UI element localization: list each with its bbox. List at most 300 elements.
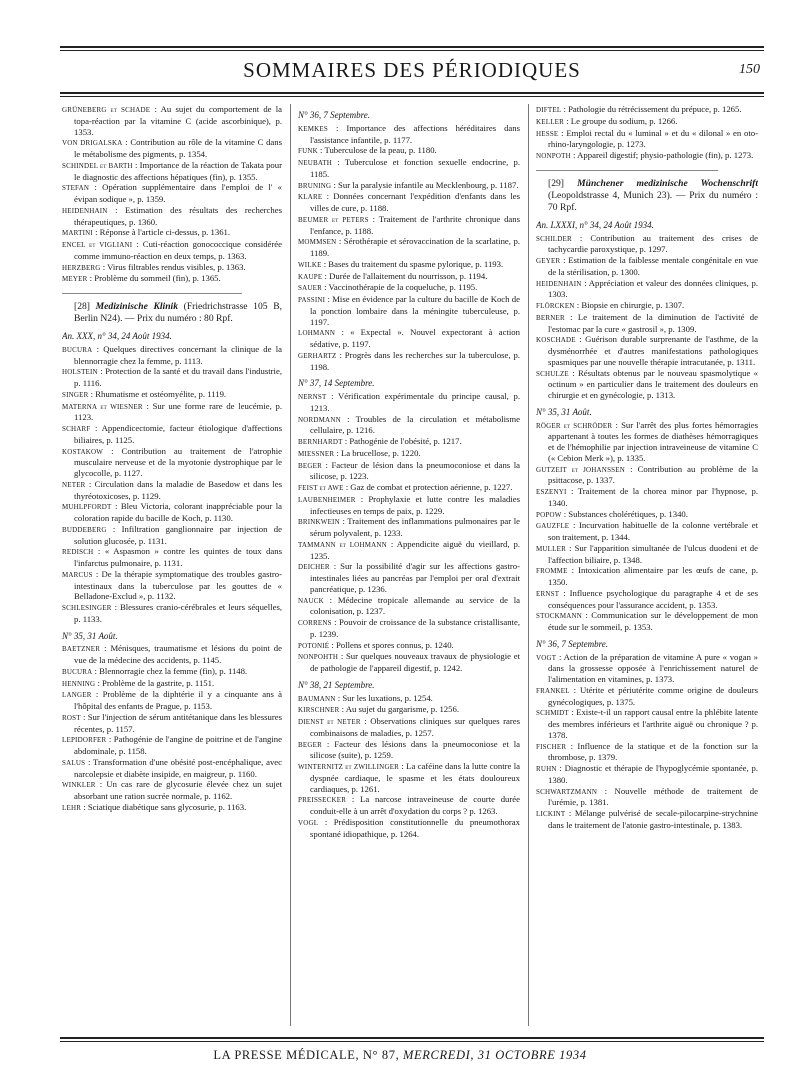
abstract-entry [62,689,282,712]
entry-author: MARTINI [62,229,93,238]
entry-author: POTONIÉ [298,641,330,650]
abstract-entry [62,569,282,602]
abstract-entry [62,602,282,625]
entry-text: : Appendicite aiguë du vieillard, p. 1235. [310,538,520,561]
abstract-entry [298,539,520,562]
entry-text: : Pathologie du rétrécissement du prépuce, p. 1265. [563,104,742,114]
entry-author: BAUMANN [298,694,336,703]
entry-author: HERZBERG [62,263,101,272]
abstract-entry [536,334,758,367]
abstract-entry [298,236,520,259]
entry-author: KAUPE [298,272,323,281]
abstract-entry [536,233,758,256]
entry-author: MIESSNER [298,449,335,458]
entry-author: BERNHARDT [298,438,343,446]
entry-author: FUNK [298,147,318,156]
header-top-rule [60,46,764,51]
entry-text: : Au sujet du gargarisme, p. 1256. [341,704,460,715]
abstract-entry [536,128,758,151]
entry-text: : Pollens et spores connus, p. 1240. [331,639,454,650]
entry-text: : Nouvelle méthode de traitement de l'urémie, p. 1381. [548,785,758,808]
entry-author: BUDDEBERG [62,525,107,534]
entry-text: : Virus filtrables rendus visibles, p. 1363. [102,261,246,272]
entry-author: NONPOHTH [298,653,339,662]
journal-heading [536,178,758,214]
entry-text: : Sur l'apparition simultanée de l'ulcus duodeni et de l'affection biliaire, p. 1348. [548,542,758,565]
entry-author: RUHN [536,765,557,773]
entry-text: : Observations cliniques sur quelques rares combinaisons de maladies, p. 1257. [310,716,520,738]
abstract-entry [298,259,520,271]
entry-text: : Sciatique diabétique sans glycosurie, p. 1163. [83,801,247,812]
column-divider [528,104,529,1026]
abstract-entry [536,808,758,831]
entry-text: : Sur l'arrêt des plus fortes hémorragies appartenant à toutes les formes de diathèses hémorragiques et de l'hémophilie par injection intraveineuse de vitamine C (« Cebion Merk »), p. 1335. [548,419,758,463]
entry-text: : Appréciation et valeur des données cliniques, p. 1303. [548,277,758,300]
entry-text: : Vérification expérimentale du principe causal, p. 1213. [310,391,520,413]
entry-text: : Troubles de la circulation et métabolisme cellulaire, p. 1216. [310,413,520,436]
abstract-entry [62,446,282,479]
footer-day: MERCREDI, [403,1048,475,1062]
abstract-entry [536,543,758,566]
entry-author: MUHLPFORDT [62,503,112,512]
entry-text: : Au sujet du comportement de la topa-réaction par la vitamine C (acide ascorbinique), p. 1353. [74,104,282,137]
entry-text: : La narcose intraveineuse de courte durée conduit-elle à un arrêt d'oxydation du corps ? p. 1263. [310,794,520,816]
abstract-entry [298,214,520,237]
entry-author: STEFAN [62,184,90,193]
section-separator [62,293,242,294]
issue-heading: N° 36, 7 Septembre. [536,638,609,649]
abstract-entry [536,741,758,764]
entry-text: : De la thérapie symptomatique des troubles gastro-intestinaux dans la tuberculose par les gouttes de « Belladone-Exclud », p. 1132. [74,568,282,602]
entry-text: : Importance de la réaction de Takata pour le diagnostic des affections hépatiques (fin), p. 1355. [74,159,282,182]
footer-date: 31 OCTOBRE 1934 [477,1048,587,1062]
entry-author: SCHMIDT [536,709,569,718]
page-footer [100,1048,700,1063]
entry-text: : Utérite et périutérite comme origine de douleurs gynécologiques, p. 1375. [548,684,758,707]
abstract-entry [62,423,282,446]
entry-author: SCHLESINGER [62,604,112,612]
abstract-entry [536,300,758,312]
entry-text: : Estimation de la faiblesse mentale congénitale en vue de la stérilisation, p. 1300. [548,255,758,277]
abstract-entry [298,157,520,180]
entry-author: BAETZNER [62,645,101,654]
entry-author: RÖGER et SCHRÖDER [536,421,613,430]
abstract-entry [536,368,758,401]
issue-heading: An. XXX, n° 34, 24 Août 1934. [62,331,172,341]
journal-number: [28] [74,301,90,312]
abstract-entry [62,273,282,285]
abstract-entry [298,191,520,214]
abstract-entry [298,327,520,350]
entry-text: : Sur la possibilité d'agir sur les affections gastro-intestinales liées au pancréas par l'emploi per oral d'extrait pancréatique, p. 1236. [310,561,520,594]
entry-text: : Guérison durable surprenante de l'asthme, de la dysménorrhée et d'autres manifestations pathologiques spasmiques par une nouvelle thérapie intracutanée, p. 1311. [548,334,758,367]
entry-author: MULLER [536,544,566,553]
column-left [62,104,282,1034]
abstract-entry [536,610,758,633]
entry-author: HESSE [536,129,559,138]
entry-author: SALUS [62,758,86,767]
entry-author: VOGT [536,653,557,662]
abstract-entry [536,104,758,116]
entry-text: : Progrès dans les recherches sur la tuberculose, p. 1198. [310,349,520,372]
entry-author: LICKINT [536,810,566,818]
entry-text: : Importance des affections héréditaires dans l'assistance infantile, p. 1177. [310,122,520,145]
entry-text: : Pathogénie de l'obésité, p. 1217. [344,436,462,446]
abstract-entry [62,104,282,137]
abstract-entry [298,704,520,716]
column-divider [290,104,291,1026]
entry-author: FLÖRCKEN [536,302,575,310]
abstract-entry [298,693,520,705]
abstract-entry [536,278,758,301]
entry-text: : Sur la paralysie infantile au Mecklenbourg, p. 1187. [333,179,519,190]
abstract-entry [298,145,520,157]
abstract-entry [536,588,758,611]
abstract-entry [62,239,282,262]
abstract-entry [298,595,520,618]
entry-text: : Pouvoir de croissance de la substance cristallisante, p. 1239. [310,617,520,639]
entry-author: ESZENYI [536,488,567,496]
entry-author: FEIST et AWE [298,484,344,492]
abstract-entry [62,757,282,780]
abstract-entry [62,366,282,389]
entry-author: BRUNING [298,181,332,190]
entry-author: SAUER [298,284,322,293]
issue-heading: N° 35, 31 Août. [62,630,118,641]
entry-text: : Traitement de la chorea minor par l'hypnose, p. 1340. [548,486,758,508]
entry-author: HEIDENHAIN [536,279,582,288]
entry-author: MOMMSEN [298,238,337,247]
entry-text: : Le traitement de la diminution de l'activité de l'estomac par la cure « gastrosil », p. 1309. [548,311,758,334]
page-title: SOMMAIRES DES PÉRIODIQUES [243,58,581,82]
column-middle [298,104,520,1034]
abstract-entry [298,640,520,652]
journal-heading [62,301,282,325]
entry-text: : Circulation dans la maladie de Basedow et dans les thyréotoxicoses, p. 1129. [74,478,282,501]
entry-author: CORRENS [298,619,332,627]
entry-author: NORDMANN [298,415,341,424]
entry-text: : Mélange pulvérisé de secale-pilocarpine-strychnine dans le traitement de l'atonie gastro-intestinale, p. 1383. [548,808,758,830]
entry-text: : Action de la préparation de vitamine A pure « vogan » dans la grossesse opposée à l'enrichissement naturel de l'alimentation en vitamines, p. 1373. [548,651,758,684]
page-number: 150 [739,62,760,77]
abstract-entry [536,486,758,509]
issue-heading: N° 35, 31 Août. [536,406,592,417]
abstract-entry [298,817,520,840]
entry-text: : La brucellose, p. 1220. [336,447,421,458]
journal-number: [29] [548,177,564,189]
entry-text: : Mise en évidence par la culture du bacille de Koch de la ponction lombaire dans la méningite tuberculeuse, p. 1197. [310,294,520,327]
abstract-entry [62,524,282,547]
entry-author: LOHMANN [298,329,336,338]
abstract-entry [536,255,758,278]
abstract-entry [298,794,520,817]
entry-author: HEIDENHAIN [62,206,108,215]
abstract-entry [62,160,282,183]
entry-text: : Appareil digestif; physio-pathologie (fin), p. 1273. [573,150,754,160]
abstract-entry [62,389,282,401]
entry-author: HOLSTEIN [62,368,98,377]
abstract-entry [62,643,282,666]
entry-text: : Réponse à l'article ci-dessus, p. 1361. [95,227,231,238]
entry-text: : Transformation d'une obésité post-encéphalique, avec narcolepsie et diabète insipide, en maigreur, p. 1160. [74,756,282,779]
entry-text: : Problème du sommeil (fin), p. 1365. [89,273,221,284]
entry-text: : Le groupe du sodium, p. 1266. [566,115,678,126]
header-bottom-rule [60,92,764,97]
abstract-entry [298,271,520,283]
entry-author: MARCUS [62,570,93,579]
abstract-entry [62,546,282,569]
entry-author: ERNST [536,589,560,598]
entry-text: : Protection de la santé et du travail dans l'industrie, p. 1116. [74,366,282,388]
entry-author: KOSCHADE [536,336,576,345]
entry-text: : Contribution au traitement des crises de tachycardie paroxystique, p. 1297. [548,232,758,255]
abstract-entry [298,436,520,448]
entry-text: : Prophylaxie et lutte contre les maladies infectieuses en temps de paix, p. 1229. [310,493,520,516]
abstract-entry [298,414,520,437]
entry-text: : Incurvation habituelle de la colonne vertébrale et son traitement, p. 1344. [548,520,758,542]
abstract-entry [536,150,758,162]
entry-author: BEGER [298,740,322,749]
entry-author: PASSINI [298,296,326,304]
abstract-entry [298,739,520,762]
abstract-entry [298,460,520,483]
abstract-entry [62,227,282,239]
entry-text: : « Aspasmon » contre les quintes de toux dans l'infarctus pulmonaire, p. 1131. [74,546,282,568]
entry-author: ROST [62,713,81,722]
issue-heading: N° 37, 14 Septembre. [298,378,375,389]
abstract-entry [62,344,282,367]
entry-author: FISCHER [536,742,567,751]
entry-author: MEYER [62,275,88,284]
entry-text: : Prédisposition constitutionnelle du pneumothorax spontané idiopathique, p. 1264. [310,816,520,839]
entry-text: : Durée de l'allaitement du nourrisson, p. 1194. [324,270,488,281]
abstract-entry [62,734,282,757]
abstract-entry [62,137,282,160]
entry-author: KLARE [298,193,323,202]
abstract-entry [298,180,520,192]
abstract-entry [298,294,520,327]
entry-author: FRANKEL [536,686,570,695]
entry-text: : Blennorragie chez la femme (fin), p. 1148. [94,665,248,676]
entry-author: SCHULZE [536,369,569,378]
abstract-entry [298,123,520,146]
abstract-entry [536,116,758,128]
abstract-entry [536,685,758,708]
entry-author: KEMKES [298,124,328,133]
entry-author: LEPIDORFER [62,736,107,745]
entry-text: : Estimation des résultats des recherches thérapeutiques, p. 1360. [74,204,282,227]
journal-name: Münchener medizinische Wochenschrift [577,177,758,189]
abstract-entry [62,501,282,524]
abstract-entry [298,282,520,294]
entry-text: : Sérothérapie et sérovaccination de la scarlatine, p. 1189. [310,236,520,258]
entry-text: : Pathogénie de l'angine de poitrine et de l'angine abdominale, p. 1158. [74,734,282,756]
entry-text: : Bleu Victoria, colorant inappréciable pour la coloration rapide du bacille de Koch, p. 1130. [74,501,282,523]
entry-text: : Un cas rare de glycosurie élevée chez un sujet absorbant une ration sucrée normale, p. 1162. [74,779,282,801]
issue-heading: N° 36, 7 Septembre. [298,110,371,120]
journal-details: (Leopoldstrasse 4, Munich 23). — Prix du numéro : 70 Rpf. [548,189,758,213]
column-right [536,104,758,1034]
entry-author: GAUZFLE [536,522,570,531]
entry-author: HENNING [62,679,96,688]
entry-author: STOCKMANN [536,612,583,621]
abstract-entry [536,520,758,543]
entry-text: : Données concernant l'expédition d'enfants dans les villes de cure, p. 1188. [310,191,520,213]
entry-author: SCHWARTZMANN [536,787,598,796]
entry-author: BEUMER et PETERS [298,215,369,224]
entry-text: : Intoxication alimentaire par les œufs de cane, p. 1350. [548,565,758,587]
entry-text: : « Expectal ». Nouvel expectorant à action sédative, p. 1197. [310,327,520,349]
abstract-entry [298,494,520,517]
abstract-entry [298,448,520,460]
page-header [60,56,764,86]
abstract-entry [62,802,282,814]
entry-author: WINTERNITZ et ZWILLINGER [298,763,400,771]
abstract-entry [62,205,282,228]
entry-author: REDISCH [62,548,94,557]
entry-author: BERNER [536,313,565,322]
abstract-entry [536,763,758,786]
abstract-entry [298,350,520,373]
entry-author: NONPOTH [536,152,571,160]
entry-text: : Biopsie en chirurgie, p. 1307. [576,300,685,310]
abstract-entry [298,716,520,739]
abstract-entry [536,420,758,464]
entry-text: : Ménisques, traumatisme et lésions du point de vue de la médecine des accidents, p. 1145. [74,643,282,665]
entry-text: : Sur les luxations, p. 1254. [337,692,433,703]
entry-author: SCHINDEL et BARTH [62,161,133,170]
abstract-entry [62,712,282,735]
issue-heading: An. LXXXI, n° 34, 24 Août 1934. [536,219,654,230]
entry-text: : La caféine dans la lutte contre la dyspnée cardiaque, le spasme et les états douloureux cardiaques, p. 1261. [310,761,520,794]
entry-author: BEGER [298,461,322,470]
entry-text: : Quelques directives concernant la clinique de la blennorragie chez la femme, p. 1113. [74,343,282,366]
entry-text: : Sur quelques nouveaux travaux de physiologie et de pathologie de l'appareil digestif, p. 1242. [310,651,520,673]
entry-author: KIRSCHNER [298,706,340,715]
abstract-entry [536,464,758,487]
abstract-entry [62,779,282,802]
entry-author: PREISSECKER [298,796,347,805]
entry-text: : Facteur de lésion dans la pneumoconiose et dans la silicose, p. 1223. [310,459,520,482]
entry-text: : Facteur des lésions dans la pneumoconiose et la silicose (suite), p. 1259. [310,738,520,761]
entry-text: : Problème de la gastrite, p. 1151. [97,677,215,688]
entry-author: BRINKWEIN [298,518,340,527]
abstract-entry [536,565,758,588]
entry-text: : Substances cholérétiques, p. 1340. [563,508,688,519]
entry-text: : Influence psychologique du paragraphe 4 et de ses conséquences pour l'assurance accident, p. 1353. [548,587,758,610]
entry-author: DIENST et NETER [298,718,361,726]
entry-author: ENCEL et VIGLIANI [62,241,133,249]
entry-text: : Diagnostic et thérapie de l'hypoglycémie spontanée, p. 1380. [548,763,758,785]
entry-author: VOGL [298,818,319,827]
entry-author: SCHILDER [536,234,572,243]
entry-author: KELLER [536,117,565,126]
abstract-entry [62,666,282,678]
entry-author: WILKE [298,260,322,269]
entry-text: : Opération supplémentaire dans l'emploi de l' « évipan sodique », p. 1359. [74,182,282,204]
entry-text: : Infiltration ganglionnaire par injection de solution glucosée, p. 1131. [74,523,282,546]
entry-author: LANGER [62,691,92,700]
entry-author: LEHR [62,803,82,812]
abstract-entry [536,652,758,685]
abstract-entry [298,391,520,414]
entry-text: : Cuti-réaction gonococcique considérée comme immuno-réaction en deux temps, p. 1363. [74,239,282,261]
entry-text: : Emploi rectal du « luminal » et du « dilonal » en oto-rhino-laryngologie, p. 1273. [548,127,758,150]
abstract-entry [62,262,282,274]
entry-author: SCHARF [62,425,91,433]
entry-text: : Médecine tropicale allemande au service de la colonisation, p. 1237. [310,594,520,617]
entry-author: NEUBATH [298,159,333,167]
entry-text: : Vaccinothérapie de la coqueluche, p. 1195. [324,282,478,293]
entry-text: : Problème de la diphtérie il y a cinquante ans à l'hôpital des enfants de Prague, p. 1153. [74,689,282,711]
abstract-entry [536,707,758,740]
entry-text: : Sur une forme rare de leucémie, p. 1123. [74,400,282,423]
abstract-entry [62,479,282,502]
section-separator [536,170,718,171]
entry-author: POPOW [536,510,562,519]
entry-text: : Rhumatisme et ostéomyélite, p. 1119. [90,388,227,399]
entry-text: : Contribution au problème de la psittacose, p. 1337. [548,463,758,486]
journal-details: (Friedrichstrasse 105 B, Berlin N24). — Prix du numéro : 80 Rpf. [74,301,282,324]
abstract-entry [298,561,520,594]
entry-text: : Traitement des inflammations pulmonaires par le sérum polyvalent, p. 1233. [310,516,520,538]
entry-author: MATERNA et WIESNER [62,402,143,411]
entry-text: : Influence de la statique et de la fonction sur la thrombose, p. 1379. [548,740,758,763]
entry-text: : Bases du traitement du spasme pylorique, p. 1193. [323,258,504,269]
entry-text: : Résultats obtenus par le nouveau spasmolytique « octinum » en particulier dans le traitement des douleurs en chirurgie et en gynécologie, p. 1313. [548,367,758,400]
abstract-entry [62,182,282,205]
entry-author: BUCURA [62,345,93,354]
entry-author: GUTZEIT et JOHANSSEN [536,465,625,474]
abstract-entry [298,482,520,494]
entry-author: KOSTAKOW [62,447,104,456]
entry-author: GERHARTZ [298,351,337,360]
entry-text: : Contribution au traitement de l'atrophie musculaire nerveuse et de la myotonie dystrophique par le glycocolle, p. 1127. [74,445,282,478]
abstract-entry [298,516,520,539]
abstract-entry [536,509,758,521]
entry-author: DIFTEL [536,106,562,114]
entry-text: : Blessures cranio-cérébrales et leurs séquelles, p. 1133. [74,602,282,624]
entry-text: : Existe-t-il un rapport causal entre la phlébite latente des membres inférieurs et l'arthrite aiguë ou chronique ? p. 1378. [548,707,758,740]
entry-author: SINGER [62,390,89,399]
abstract-entry [298,617,520,640]
journal-name: Medizinische Klinik [95,301,178,312]
entry-author: GRÜNEBERG et SCHADE [62,106,151,114]
abstract-entry [536,786,758,809]
entry-author: NERNST [298,393,327,401]
entry-author: TAMMANN et LOHMANN [298,540,387,549]
entry-text: : Traitement de l'arthrite chronique dans l'enfance, p. 1188. [310,213,520,236]
entry-author: FROMME [536,567,568,576]
entry-author: DEICHER [298,563,330,572]
abstract-entry [536,312,758,335]
entry-author: GEYER [536,257,561,265]
entry-text: : Gaz de combat et protection aérienne, p. 1227. [345,482,513,492]
abstract-entry [298,761,520,794]
footer-journal: LA PRESSE MÉDICALE, N° 87, [213,1048,400,1062]
abstract-entry [298,651,520,674]
entry-author: LAUBENHEIMER [298,495,356,504]
entry-text: : Appendicectomie, facteur étiologique d'affections biliaires, p. 1125. [74,423,282,445]
entry-author: NAUCK [298,596,324,605]
entry-author: WINKLER [62,781,96,790]
entry-author: VON DRIGALSKA [62,139,123,148]
abstract-entry [62,401,282,424]
entry-text: : Contribution au rôle de la vitamine C dans le métabolisme des pigments, p. 1354. [74,137,282,159]
entry-author: NETER [62,480,86,489]
footer-rule [60,1037,764,1042]
abstract-entry [62,678,282,690]
